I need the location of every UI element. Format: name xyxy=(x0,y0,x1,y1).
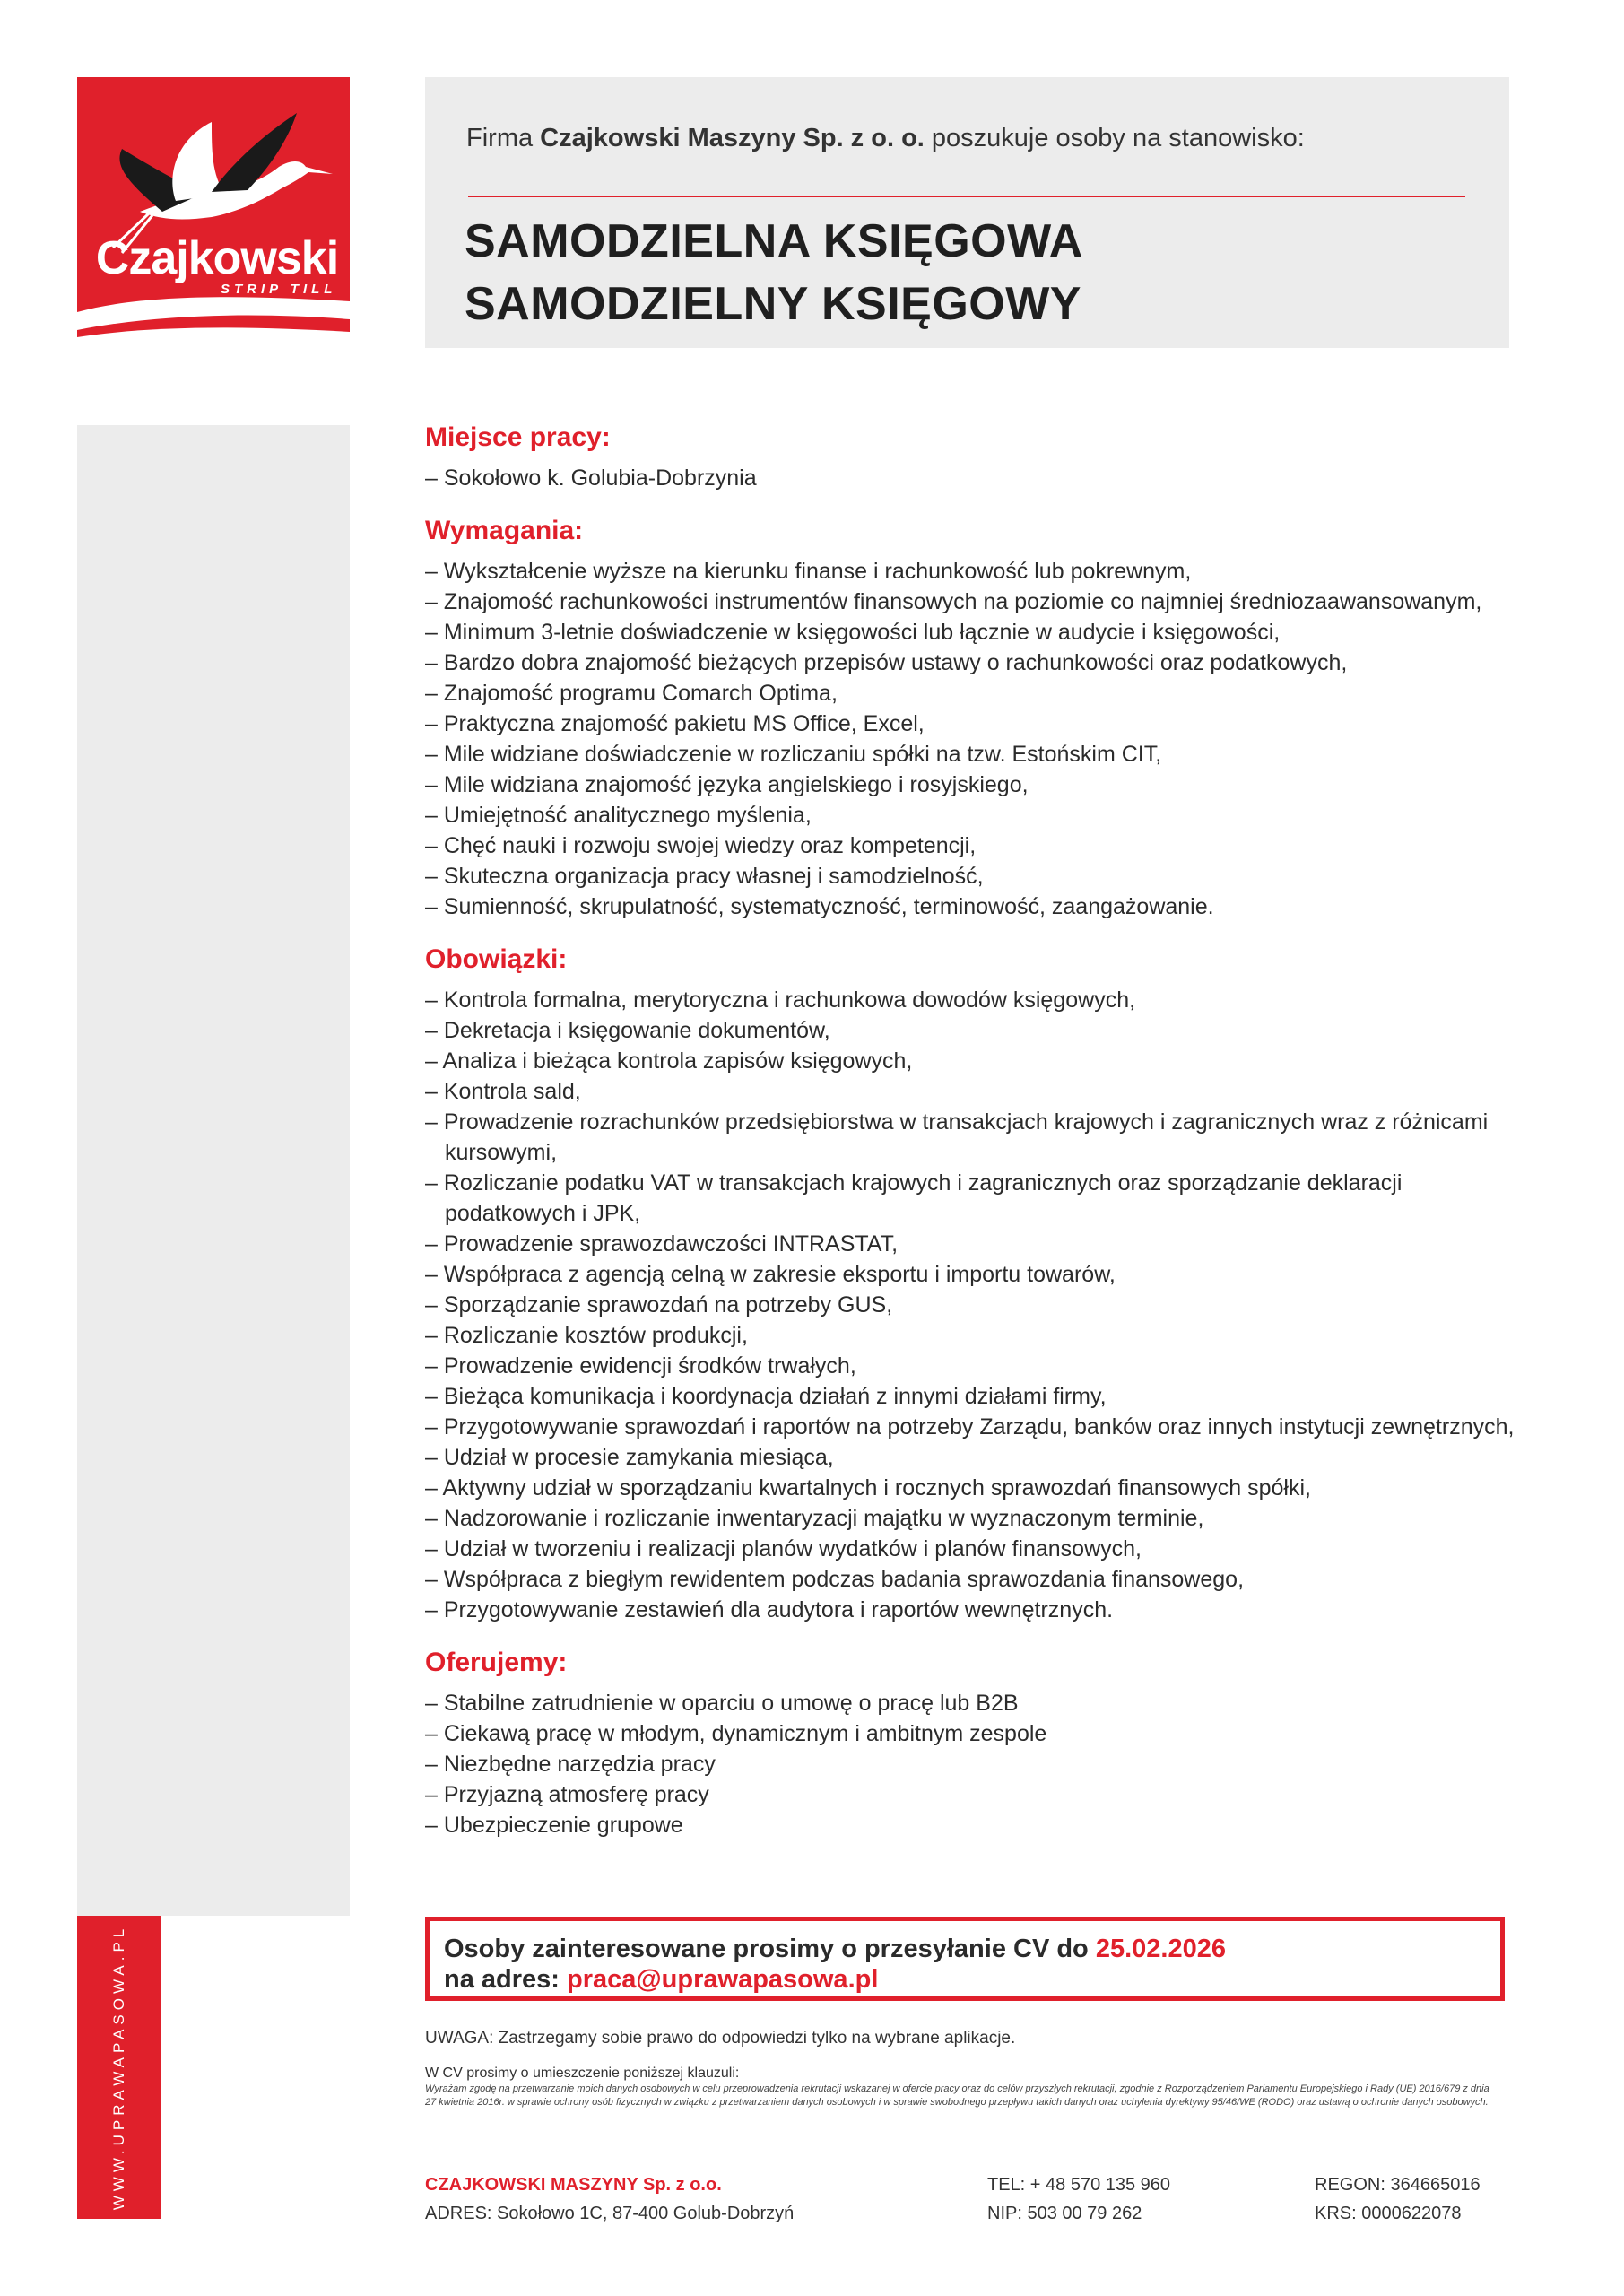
header-panel xyxy=(425,77,1509,348)
footer-tel: TEL: + 48 570 135 960 xyxy=(987,2175,1171,2195)
list-item: – Rozliczanie podatku VAT w transakcjach krajowych i zagranicznych oraz sporządzanie deklaracji podatkowych i JPK, xyxy=(425,1168,1519,1229)
section-title-requirements: Wymagania: xyxy=(425,516,584,545)
logo-tagline: STRIP TILL xyxy=(221,282,337,297)
list-item: – Współpraca z agencją celną w zakresie eksportu i importu towarów, xyxy=(425,1259,1519,1290)
list-item: – Sumienność, skrupulatność, systematyczność, terminowość, zaangażowanie. xyxy=(425,891,1519,922)
cta-text: Osoby zainteresowane prosimy o przesyłanie CV do xyxy=(444,1935,1096,1963)
place-list xyxy=(425,463,1519,493)
offer-list xyxy=(425,1688,1519,1840)
job-title xyxy=(465,210,1083,335)
job-title-line-1: SAMODZIELNA KSIĘGOWA xyxy=(465,215,1083,267)
footer-contact-block xyxy=(987,2170,1170,2228)
footer-krs: KRS: 0000622078 xyxy=(1315,2204,1462,2223)
list-item: – Analiza i bieżąca kontrola zapisów księgowych, xyxy=(425,1046,1519,1076)
clause-title: W CV prosimy o umieszczenie poniższej klauzuli: xyxy=(425,2066,740,2081)
section-title-duties: Obowiązki: xyxy=(425,944,568,974)
list-item: – Rozliczanie kosztów produkcji, xyxy=(425,1320,1519,1351)
footer-regon: REGON: 364665016 xyxy=(1315,2175,1481,2195)
list-item: – Stabilne zatrudnienie w oparciu o umowę o pracę lub B2B xyxy=(425,1688,1519,1718)
list-item: – Mile widziana znajomość języka angielskiego i rosyjskiego, xyxy=(425,770,1519,800)
list-item: – Nadzorowanie i rozliczanie inwentaryzacji majątku w wyznaczonym terminie, xyxy=(425,1503,1519,1534)
footer-registry-block xyxy=(1315,2170,1481,2228)
requirements-list xyxy=(425,556,1519,922)
cta-address-label: na adres: xyxy=(444,1965,567,1994)
list-item: – Udział w procesie zamykania miesiąca, xyxy=(425,1442,1519,1473)
footer-company-block xyxy=(425,2170,794,2228)
footer-address: ADRES: Sokołowo 1C, 87-400 Golub-Dobrzyń xyxy=(425,2204,795,2223)
intro-prefix: Firma xyxy=(466,124,541,152)
company-name: Czajkowski Maszyny Sp. z o. o. xyxy=(540,124,925,152)
list-item: – Wykształcenie wyższe na kierunku finanse i rachunkowość lub pokrewnym, xyxy=(425,556,1519,587)
duties-list xyxy=(425,985,1519,1625)
list-item: – Przygotowywanie zestawień dla audytora i raportów wewnętrznych. xyxy=(425,1595,1519,1625)
footer-company: CZAJKOWSKI MASZYNY Sp. z o.o. xyxy=(425,2175,722,2195)
list-item: – Minimum 3-letnie doświadczenie w księgowości lub łącznie w audycie i księgowości, xyxy=(425,617,1519,648)
section-title-place: Miejsce pracy: xyxy=(425,422,611,452)
list-item: – Ubezpieczenie grupowe xyxy=(425,1810,1519,1840)
logo-name: Czajkowski xyxy=(95,232,339,284)
list-item: – Kontrola formalna, merytoryczna i rachunkowa dowodów księgowych, xyxy=(425,985,1519,1015)
list-item: – Znajomość rachunkowości instrumentów finansowych na poziomie co najmniej średniozaawansowanym, xyxy=(425,587,1519,617)
gdpr-clause: Wyrażam zgodę na przetwarzanie moich danych osobowych w celu przeprowadzenia rekrutacji wskazanej w ofercie pracy oraz do celów przyszłych rekrutacji, zgodnie z Rozporządzeniem Parlamentu Europejskiego i Rady (UE) 2016/679 z dnia 27 kwietnia 2016r. w sprawie ochrony osób fizycznych w związku z przetwarzaniem danych osobowych i w sprawie swobodnego przepływu takich danych oraz uchylenia dyrektywy 95/46/WE (RODO) oraz ustawą o ochronie danych osobowych. xyxy=(425,2083,1489,2108)
list-item: – Mile widziane doświadczenie w rozliczaniu spółki na tzw. Estońskim CIT, xyxy=(425,739,1519,770)
list-item: – Udział w tworzeniu i realizacji planów wydatków i planów finansowych, xyxy=(425,1534,1519,1564)
deadline-date: 25.02.2026 xyxy=(1095,1935,1226,1963)
list-item: – Dekretacja i księgowanie dokumentów, xyxy=(425,1015,1519,1046)
website-url: WWW.UPRAWAPASOWA.PL xyxy=(110,1924,127,2211)
intro-suffix: poszukuje osoby na stanowisko: xyxy=(924,124,1305,152)
sidebar-panel xyxy=(77,425,350,1916)
header-divider xyxy=(468,196,1465,197)
sidebar-url-band xyxy=(77,1916,161,2219)
company-logo xyxy=(77,77,350,348)
list-item: – Praktyczna znajomość pakietu MS Office, Excel, xyxy=(425,709,1519,739)
notice-text: UWAGA: Zastrzegamy sobie prawo do odpowiedzi tylko na wybrane aplikacje. xyxy=(425,2029,1016,2048)
list-item: – Umiejętność analitycznego myślenia, xyxy=(425,800,1519,831)
list-item: – Przyjazną atmosferę pracy xyxy=(425,1779,1519,1810)
intro-text xyxy=(466,124,1305,153)
footer-nip: NIP: 503 00 79 262 xyxy=(987,2204,1142,2223)
section-title-offer: Oferujemy: xyxy=(425,1648,568,1677)
list-item: – Ciekawą pracę w młodym, dynamicznym i ambitnym zespole xyxy=(425,1718,1519,1749)
list-item: – Prowadzenie rozrachunków przedsiębiorstwa w transakcjach krajowych i zagranicznych wraz z różnicami kursowymi, xyxy=(425,1107,1519,1168)
list-item: – Przygotowywanie sprawozdań i raportów na potrzeby Zarządu, banków oraz innych instytucji zewnętrznych, xyxy=(425,1412,1519,1442)
list-item: – Chęć nauki i rozwoju swojej wiedzy oraz kompetencji, xyxy=(425,831,1519,861)
list-item: – Skuteczna organizacja pracy własnej i samodzielność, xyxy=(425,861,1519,891)
cta-line-2 xyxy=(444,1964,1486,1995)
list-item: – Aktywny udział w sporządzaniu kwartalnych i rocznych sprawozdań finansowych spółki, xyxy=(425,1473,1519,1503)
cta-line-1 xyxy=(444,1934,1486,1964)
email-link[interactable]: praca@uprawapasowa.pl xyxy=(567,1965,879,1994)
job-details xyxy=(425,420,1519,1860)
list-item: – Współpraca z biegłym rewidentem podczas badania sprawozdania finansowego, xyxy=(425,1564,1519,1595)
stork-icon xyxy=(77,77,350,348)
list-item: – Sporządzanie sprawozdań na potrzeby GUS, xyxy=(425,1290,1519,1320)
job-title-line-2: SAMODZIELNY KSIĘGOWY xyxy=(465,278,1081,330)
list-item: – Niezbędne narzędzia pracy xyxy=(425,1749,1519,1779)
list-item: – Kontrola sald, xyxy=(425,1076,1519,1107)
list-item: – Bardzo dobra znajomość bieżących przepisów ustawy o rachunkowości oraz podatkowych, xyxy=(425,648,1519,678)
list-item: – Bieżąca komunikacja i koordynacja działań z innymi działami firmy, xyxy=(425,1381,1519,1412)
list-item: – Znajomość programu Comarch Optima, xyxy=(425,678,1519,709)
list-item: – Prowadzenie sprawozdawczości INTRASTAT, xyxy=(425,1229,1519,1259)
application-box xyxy=(425,1917,1505,2001)
list-item: – Sokołowo k. Golubia-Dobrzynia xyxy=(425,463,1519,493)
list-item: – Prowadzenie ewidencji środków trwałych, xyxy=(425,1351,1519,1381)
